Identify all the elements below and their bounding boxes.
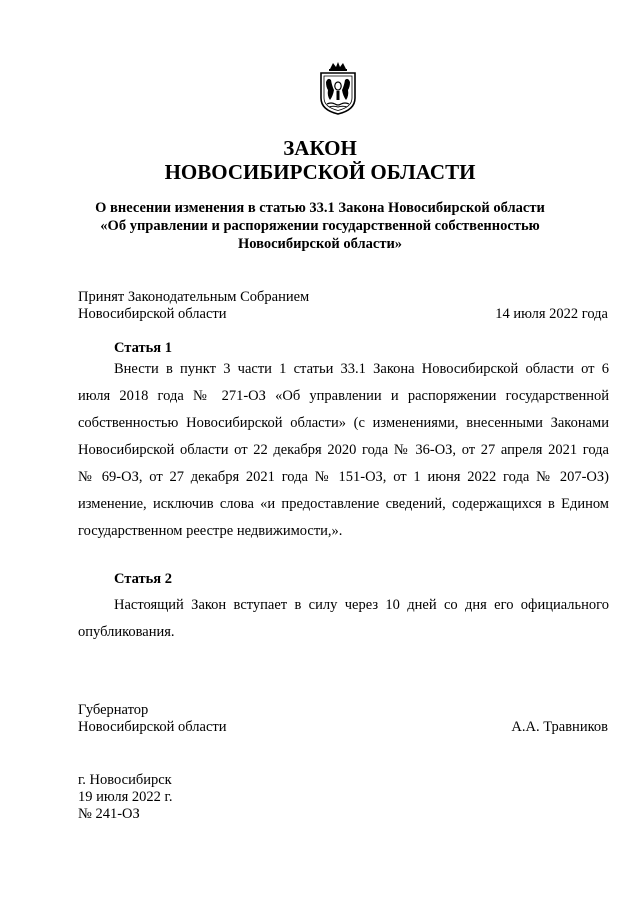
adoption-line-1: [78, 288, 608, 306]
article-1-line: государственном реестре недвижимости,».: [78, 523, 343, 539]
article-1-heading: Статья 1: [114, 340, 172, 356]
law-subject-line: «Об управлении и распоряжении государственной собственностью: [100, 218, 540, 234]
adoption-region: Новосибирской области: [78, 306, 227, 322]
footer-date: 19 июля 2022 г.: [78, 789, 173, 805]
signatory-region: Новосибирской области: [78, 719, 227, 735]
article-2-line: опубликования.: [78, 624, 175, 640]
adoption-line-2: [78, 305, 608, 323]
coat-of-arms-icon: [318, 60, 358, 116]
article-1-text: [78, 356, 609, 545]
article-2-heading: Статья 2: [114, 571, 172, 587]
article-2-text: [78, 592, 609, 646]
law-subject: [60, 199, 580, 253]
adoption-body: Принят Законодательным Собранием: [78, 289, 310, 305]
article-1-line: изменение, исключив слова «и предоставление сведений, содержащихся в Едином: [78, 496, 609, 512]
article-1-line: № 69-ОЗ, от 27 декабря 2021 года № 151-ОЗ, от 1 июня 2022 года № 207-ОЗ): [78, 469, 609, 485]
signatory-title: Губернатор: [78, 702, 149, 718]
article-1-line: собственностью Новосибирской области» (с изменениями, внесенными Законами: [78, 415, 609, 431]
article-1-line: июля 2018 года № 271-ОЗ «Об управлении и распоряжении государственной: [78, 388, 609, 404]
article-2-line: Настоящий Закон вступает в силу через 10 дней со дня его официального: [114, 597, 609, 613]
footer-number: № 241-ОЗ: [78, 806, 140, 822]
signatory-name: А.А. Травников: [511, 719, 608, 735]
law-title: ЗАКОН: [283, 136, 357, 160]
article-1-line: Новосибирской области от 22 декабря 2020 года № 36-ОЗ, от 27 апреля 2021 года: [78, 442, 609, 458]
signature-line-2: [78, 718, 608, 736]
law-region-title: НОВОСИБИРСКОЙ ОБЛАСТИ: [164, 160, 476, 184]
law-subject-line: Новосибирской области»: [237, 236, 403, 252]
signature-line-1: [78, 701, 608, 719]
law-subject-line: О внесении изменения в статью 33.1 Закона Новосибирской области: [95, 200, 545, 216]
footer-city: г. Новосибирск: [78, 772, 172, 788]
adoption-date: 14 июля 2022 года: [495, 306, 608, 322]
article-1-line: Внести в пункт 3 части 1 статьи 33.1 Закона Новосибирской области от 6: [114, 361, 609, 377]
